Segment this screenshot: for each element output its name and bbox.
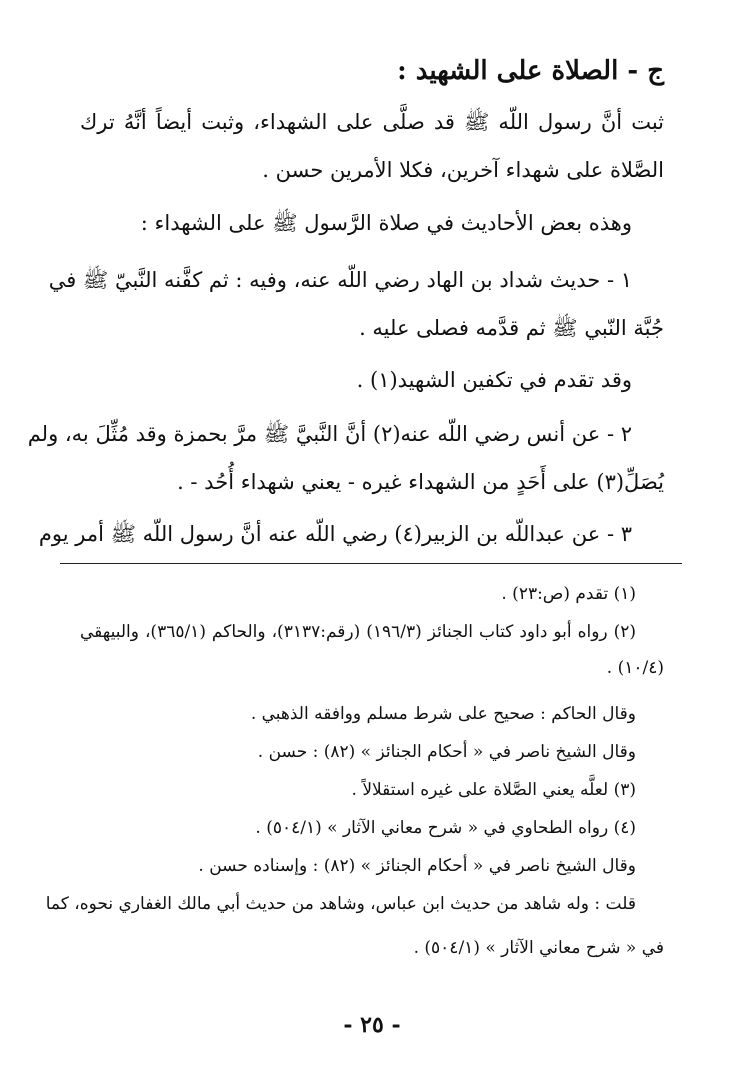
body-line-8: يُصَلِّ(٣) على أَحَدٍ من الشهداء غيره - يعني شهداء أُحُد - . [177, 470, 664, 494]
footnote-2: (٢) رواه أبو داود كتاب الجنائز (١٩٦/٣) (رقم:٣١٣٧)، والحاكم (٣٦٥/١)، والبيهقي [80, 622, 636, 642]
footnote-4-note-a: وقال الشيخ ناصر في « أحكام الجنائز » (٨٢) : وإسناده حسن . [198, 856, 636, 876]
body-line-3: وهذه بعض الأحاديث في صلاة الرَّسول ﷺ على الشهداء : [140, 211, 632, 235]
footnote-1: (١) تقدم (ص:٢٣) . [501, 584, 636, 604]
footnote-2-note-b: وقال الشيخ ناصر في « أحكام الجنائز » (٨٢) : حسن . [257, 742, 636, 762]
body-line-2: الصَّلاة على شهداء آخرين، فكلا الأمرين حسن . [262, 158, 664, 182]
footnote-3: (٣) لعلَّه يعني الصَّلاة على غيره استقلالاً . [351, 780, 636, 800]
footnote-4: (٤) رواه الطحاوي في « شرح معاني الآثار » (٥٠٤/١) . [255, 818, 636, 838]
footnote-2-cont: (١٠/٤) . [606, 658, 664, 678]
body-line-5: جُبَّة النّبي ﷺ ثم قدَّمه فصلى عليه . [359, 316, 664, 340]
footnote-4-note-b: قلت : وله شاهد من حديث ابن عباس، وشاهد من حديث أبي مالك الغفاري نحوه، كما [45, 894, 636, 914]
section-heading: ج - الصلاة على الشهيد : [397, 56, 664, 86]
body-line-1: ثبت أنَّ رسول اللّه ﷺ قد صلَّى على الشهداء، وثبت أيضاً أنَّهُ ترك [80, 110, 664, 134]
footnote-2-note-a: وقال الحاكم : صحيح على شرط مسلم ووافقه الذهبي . [250, 704, 636, 724]
footnote-separator [60, 563, 682, 564]
body-line-7: ٢ - عن أنس رضي اللّه عنه(٢) أنَّ النَّبيَّ ﷺ مرَّ بحمزة وقد مُثِّلَ به، ولم [27, 422, 632, 446]
body-line-9: ٣ - عن عبداللّه بن الزبير(٤) رضي اللّه عنه أنَّ رسول اللّه ﷺ أمر يوم [38, 522, 632, 546]
body-line-4: ١ - حديث شداد بن الهاد رضي اللّه عنه، وفيه : ثم كفَّنه النَّبيّ ﷺ في [48, 268, 632, 292]
body-line-6: وقد تقدم في تكفين الشهيد(١) . [356, 368, 632, 392]
page-number: - ٢٥ - [343, 1012, 401, 1038]
footnote-4-note-b-cont: في « شرح معاني الآثار » (٥٠٤/١) . [413, 938, 664, 958]
